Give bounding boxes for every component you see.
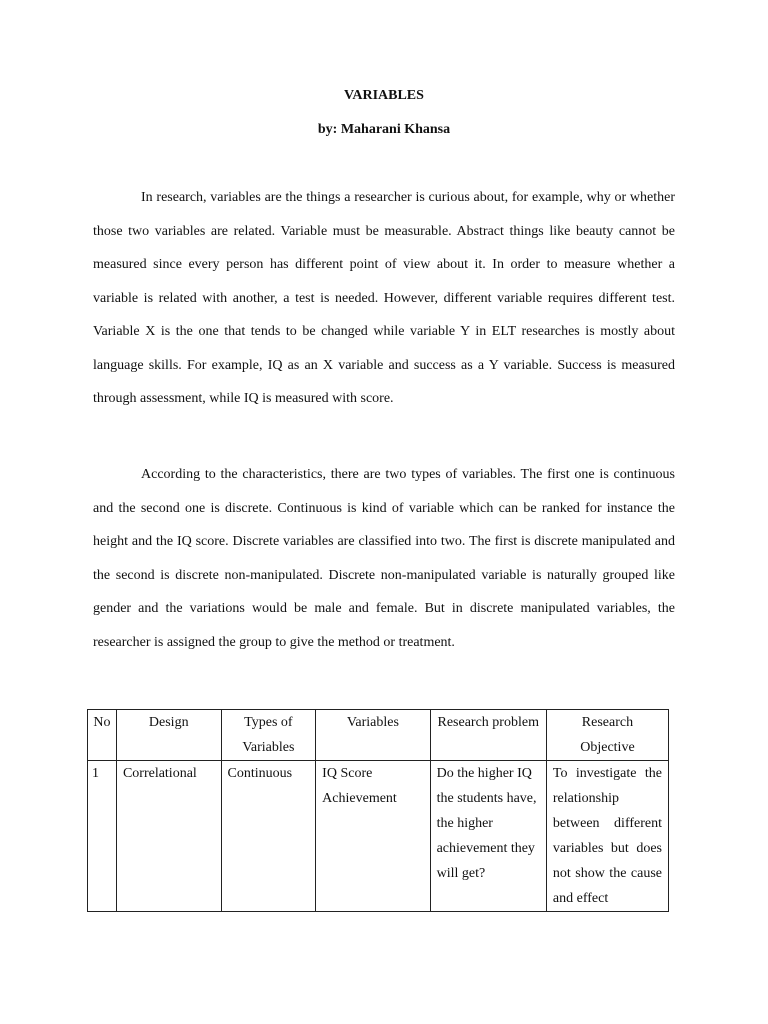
document-title: VARIABLES xyxy=(344,88,424,103)
header-no: No xyxy=(88,710,117,761)
paragraph-2: According to the characteristics, there are two types of variables. The first one is continuous and the second one is discrete. Continuous is kind of variable which can be ranked for instance the height and the IQ score. Discrete variables are classified into two. The first is discrete manipulated and the second is discrete non-manipulated. Discrete non-manipulated variable is naturally grouped like gender and the variations would be male and female. But in discrete manipulated variables, the researcher is assigned the group to give the method or treatment. xyxy=(93,467,675,650)
header-variables: Variables xyxy=(316,710,430,761)
cell-types: Continuous xyxy=(221,761,316,912)
header-design: Design xyxy=(116,710,221,761)
cell-variable-2: Achievement xyxy=(322,791,397,806)
table-header-row xyxy=(88,710,669,761)
table-row xyxy=(88,761,669,912)
header-problem: Research problem xyxy=(430,710,546,761)
cell-no: 1 xyxy=(88,761,117,912)
cell-objective: To investigate the relationship between different variables but does not show the cause and effect xyxy=(546,761,668,912)
header-types: Types of Variables xyxy=(221,710,316,761)
cell-design: Correlational xyxy=(116,761,221,912)
cell-variables xyxy=(316,761,430,912)
author-line: by: Maharani Khansa xyxy=(317,122,451,137)
paragraph-1: In research, variables are the things a researcher is curious about, for example, why or whether those two variables are related. Variable must be measurable. Abstract things like beauty cannot be measured since every person has different point of view about it. In order to measure whether a variable is related with another, a test is needed. However, different variable requires different test. Variable X is the one that tends to be changed while variable Y in ELT researches is mostly about language skills. For example, IQ as an X variable and success as a Y variable. Success is measured through assessment, while IQ is measured with score. xyxy=(93,190,675,406)
header-objective: Research Objective xyxy=(546,710,668,761)
variables-table xyxy=(87,709,669,912)
cell-variable-1: IQ Score xyxy=(322,766,373,781)
cell-problem: Do the higher IQ the students have, the higher achievement they will get? xyxy=(430,761,546,912)
